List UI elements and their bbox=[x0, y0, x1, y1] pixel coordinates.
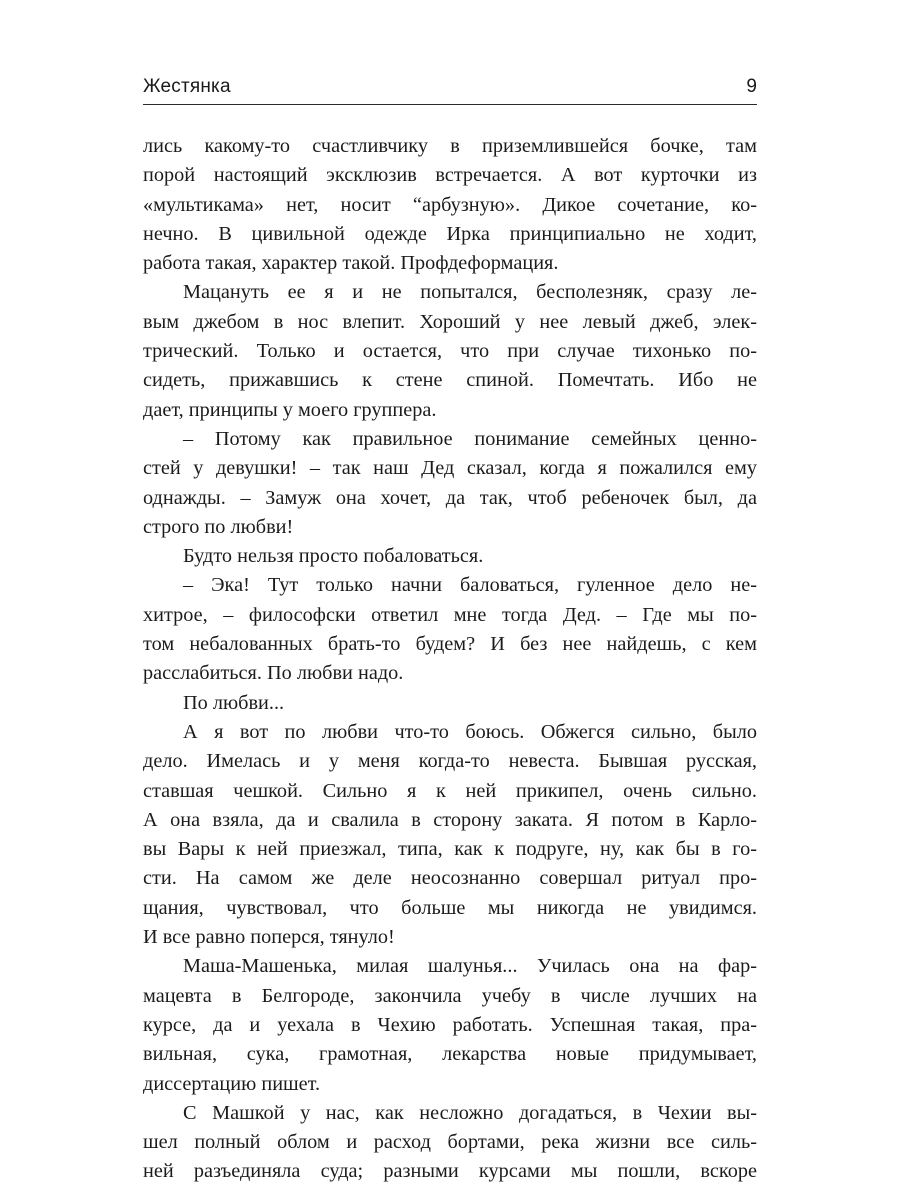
text-line: диссертацию пишет. bbox=[143, 1072, 321, 1095]
text-line: порой настоящий эксклюзив встречается. А вот курточки из bbox=[143, 164, 757, 187]
body-text bbox=[143, 132, 757, 1187]
paragraph-4 bbox=[143, 542, 757, 571]
text-line: С Машкой у нас, как несложно догадаться, в Чехии вы- bbox=[183, 1101, 757, 1124]
text-line: вильная, сука, грамотная, лекарства новые придумывает, bbox=[143, 1043, 757, 1066]
text-line: хитрое, – философски ответил мне тогда Дед. – Где мы по- bbox=[143, 603, 757, 626]
paragraph-5 bbox=[143, 571, 757, 688]
text-line: шел полный облом и расход бортами, река жизни все силь- bbox=[143, 1131, 757, 1154]
text-line: Маша-Машенька, милая шалунья... Училась она на фар- bbox=[183, 955, 757, 978]
text-line: По любви... bbox=[183, 691, 285, 714]
text-line: Будто нельзя просто побаловаться. bbox=[183, 545, 484, 568]
text-line: ней разъединяла суда; разными курсами мы пошли, вскоре bbox=[143, 1160, 757, 1183]
paragraph-8 bbox=[143, 952, 757, 1098]
text-line: строго по любви! bbox=[143, 515, 294, 538]
text-line: дает, принципы у моего группера. bbox=[143, 398, 437, 421]
running-header bbox=[143, 76, 757, 106]
text-line: сти. На самом же деле неосознанно совершал ритуал про- bbox=[143, 867, 757, 890]
text-line: стей у девушки! – так наш Дед сказал, когда я пожалился ему bbox=[143, 457, 757, 480]
text-line: А она взяла, да и свалила в сторону заката. Я потом в Карло- bbox=[143, 808, 757, 831]
text-line: работа такая, характер такой. Профдеформация. bbox=[143, 252, 559, 275]
paragraph-1 bbox=[143, 132, 757, 278]
paragraph-6 bbox=[143, 689, 757, 718]
text-line: И все равно поперся, тянуло! bbox=[143, 926, 395, 949]
text-line: мацевта в Белгороде, закончила учебу в числе лучших на bbox=[143, 984, 757, 1007]
text-line: – Эка! Тут только начни баловаться, гуленное дело не- bbox=[183, 574, 757, 597]
text-line: однажды. – Замуж она хочет, да так, чтоб ребеночек был, да bbox=[143, 486, 757, 509]
text-line: дело. Имелась и у меня когда-то невеста. Бывшая русская, bbox=[143, 750, 757, 773]
text-line: сидеть, прижавшись к стене спиной. Помечтать. Ибо не bbox=[143, 369, 757, 392]
text-line: нечно. В цивильной одежде Ирка принципиально не ходит, bbox=[143, 222, 757, 245]
page-number: 9 bbox=[746, 76, 757, 97]
text-line: – Потому как правильное понимание семейных ценно- bbox=[183, 427, 757, 450]
paragraph-2 bbox=[143, 278, 757, 424]
text-line: Мацануть ее я и не попытался, бесполезняк, сразу ле- bbox=[183, 281, 757, 304]
text-line: ставшая чешкой. Сильно я к ней прикипел, очень сильно. bbox=[143, 779, 757, 802]
text-line: курсе, да и уехала в Чехию работать. Успешная такая, пра- bbox=[143, 1013, 757, 1036]
paragraph-9 bbox=[143, 1099, 757, 1187]
text-line: том небалованных брать-то будем? И без нее найдешь, с кем bbox=[143, 633, 757, 656]
text-line: щания, чувствовал, что больше мы никогда не увидимся. bbox=[143, 896, 757, 919]
running-title: Жестянка bbox=[143, 76, 231, 97]
text-line: трический. Только и остается, что при случае тихонько по- bbox=[143, 340, 757, 363]
text-line: вы Вары к ней приезжал, типа, как к подруге, ну, как бы в го- bbox=[143, 838, 757, 861]
paragraph-3 bbox=[143, 425, 757, 542]
header-divider bbox=[143, 104, 757, 105]
text-line: расслабиться. По любви надо. bbox=[143, 662, 404, 685]
text-line: вым джебом в нос влепит. Хороший у нее левый джеб, элек- bbox=[143, 310, 757, 333]
text-line: «мультикама» нет, носит “арбузную». Дикое сочетание, ко- bbox=[143, 193, 757, 216]
text-line: А я вот по любви что-то боюсь. Обжегся сильно, было bbox=[183, 720, 757, 743]
text-line: лись какому-то счастливчику в приземлившейся бочке, там bbox=[143, 135, 757, 157]
paragraph-7 bbox=[143, 718, 757, 952]
